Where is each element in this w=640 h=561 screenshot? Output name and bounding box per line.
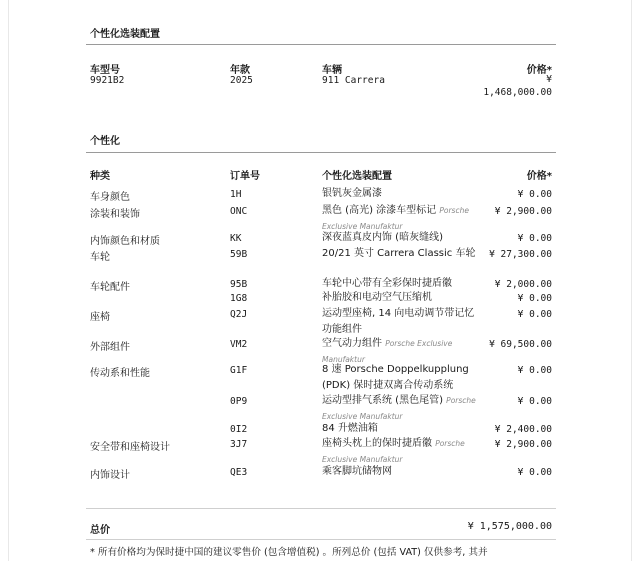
row-option	[322, 186, 480, 202]
row-price: ¥ 0.00	[517, 233, 552, 244]
footnote-divider	[86, 539, 556, 540]
row-option-text: 补胎胶和电动空气压缩机	[322, 292, 432, 303]
row-price: ¥ 0.00	[517, 293, 552, 304]
row-order-code: QE3	[230, 467, 248, 478]
row-option	[322, 436, 480, 467]
row-option-text: 8 速 Porsche Doppelkupplung (PDK) 保时捷双离合传动系统	[322, 364, 469, 391]
order-no-header: 订单号	[230, 171, 260, 182]
row-order-code: 0P9	[230, 396, 248, 407]
row-category: 传动系和性能	[90, 368, 150, 379]
row-option	[322, 246, 480, 262]
row-category: 安全带和座椅设计	[90, 442, 170, 453]
row-order-code: 1H	[230, 189, 242, 200]
row-category: 内饰设计	[90, 470, 130, 481]
vehicle-value: 911 Carrera	[322, 75, 385, 86]
exclusive-manufaktur-tag: Porsche Exclusive Manufaktur	[322, 339, 453, 364]
section-divider	[86, 152, 556, 153]
model-no-header: 车型号	[90, 65, 120, 76]
total-value: ¥ 1,575,000.00	[467, 521, 552, 532]
row-option-text: 车轮中心带有全彩保时捷盾徽	[322, 278, 452, 289]
currency-symbol: ¥	[546, 74, 552, 85]
row-order-code: 95B	[230, 279, 248, 290]
section-divider	[86, 44, 556, 45]
row-option-text: 座椅头枕上的保时捷盾徽	[322, 438, 432, 449]
personalization-section-title: 个性化	[90, 136, 120, 147]
row-order-code: ONC	[230, 206, 248, 217]
total-label: 总价	[90, 525, 110, 536]
row-option-text: 空气动力组件	[322, 338, 382, 349]
config-section-title: 个性化选装配置	[90, 29, 160, 40]
row-price: ¥ 0.00	[517, 309, 552, 320]
row-price: ¥ 2,900.00	[494, 439, 552, 450]
row-price: ¥ 2,900.00	[494, 206, 552, 217]
row-order-code: 3J7	[230, 439, 248, 450]
row-price: ¥ 27,300.00	[489, 249, 552, 260]
row-price: ¥ 0.00	[517, 189, 552, 200]
row-option-text: 20/21 英寸 Carrera Classic 车轮	[322, 248, 476, 259]
row-price: ¥ 0.00	[517, 365, 552, 376]
price-header: 价格*	[526, 171, 552, 182]
row-order-code: Q2J	[230, 309, 248, 320]
row-option-text: 银钒灰金属漆	[322, 188, 382, 199]
row-order-code: KK	[230, 233, 242, 244]
row-order-code: G1F	[230, 365, 248, 376]
exclusive-manufaktur-tag: Porsche Exclusive Manufaktur	[322, 206, 469, 231]
price-header: 价格*	[526, 65, 552, 76]
row-order-code: 1G8	[230, 293, 248, 304]
row-category: 外部组件	[90, 342, 130, 353]
row-option	[322, 290, 480, 306]
vehicle-header: 车辆	[322, 65, 342, 76]
total-divider	[86, 508, 556, 509]
row-option	[322, 421, 480, 437]
row-price: ¥ 2,400.00	[494, 424, 552, 435]
option-header: 个性化选装配置	[322, 171, 392, 182]
base-price-value: 1,468,000.00	[483, 87, 552, 98]
row-order-code: VM2	[230, 339, 248, 350]
row-category: 内饰颜色和材质	[90, 236, 160, 247]
row-option	[322, 362, 480, 393]
row-category: 车身颜色	[90, 192, 130, 203]
row-option-text: 84 升燃油箱	[322, 423, 378, 434]
row-price: ¥ 69,500.00	[489, 339, 552, 350]
row-category: 座椅	[90, 312, 110, 323]
model-no-value: 9921B2	[90, 75, 125, 86]
row-option	[322, 230, 480, 246]
row-option	[322, 464, 480, 480]
exclusive-manufaktur-tag: Porsche Exclusive Manufaktur	[322, 439, 465, 464]
year-value: 2025	[230, 75, 253, 86]
row-option-text: 运动型座椅, 14 向电动调节带记忆功能组件	[322, 308, 475, 335]
footnote: * 所有价格均为保时捷中国的建议零售价 (包含增值税) 。所列总价 (包括 VAT) 仅供参考, 其并	[90, 547, 488, 558]
row-category: 车轮配件	[90, 282, 130, 293]
row-option-text: 黑色 (高光) 涂漆车型标记	[322, 205, 437, 216]
exclusive-manufaktur-tag: Porsche Exclusive Manufaktur	[322, 396, 476, 421]
row-order-code: 59B	[230, 249, 248, 260]
category-header: 种类	[90, 171, 110, 182]
row-price: ¥ 2,000.00	[494, 279, 552, 290]
row-price: ¥ 0.00	[517, 467, 552, 478]
row-price: ¥ 0.00	[517, 396, 552, 407]
row-option	[322, 393, 480, 424]
row-option-text: 运动型排气系统 (黑色尾管)	[322, 395, 443, 406]
row-category: 涂装和装饰	[90, 209, 140, 220]
row-option-text: 深夜蓝真皮内饰 (暗灰缝线)	[322, 232, 443, 243]
row-order-code: 0I2	[230, 424, 248, 435]
row-category: 车轮	[90, 252, 110, 263]
row-option	[322, 306, 480, 337]
row-option-text: 乘客脚坑储物网	[322, 466, 392, 477]
year-header: 年款	[230, 65, 250, 76]
